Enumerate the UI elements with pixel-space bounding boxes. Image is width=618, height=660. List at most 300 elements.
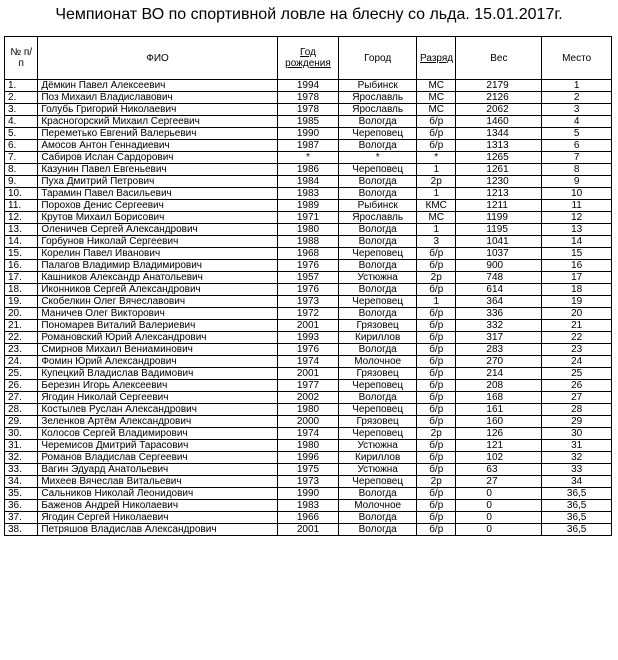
cell-rank[interactable]: б/р	[417, 452, 456, 464]
cell-weight[interactable]: 0	[456, 500, 542, 512]
cell-rank[interactable]: б/р	[417, 488, 456, 500]
cell-rank[interactable]: б/р	[417, 524, 456, 536]
cell-city[interactable]: Кириллов	[339, 332, 417, 344]
cell-rank[interactable]: б/р	[417, 368, 456, 380]
cell-weight[interactable]: 1261	[456, 164, 542, 176]
cell-city[interactable]: Устюжна	[339, 464, 417, 476]
cell-weight[interactable]: 317	[456, 332, 542, 344]
cell-place[interactable]: 34	[542, 476, 612, 488]
cell-year[interactable]: 1971	[277, 212, 339, 224]
cell-place[interactable]: 9	[542, 176, 612, 188]
cell-weight[interactable]: 614	[456, 284, 542, 296]
cell-name[interactable]: Корелин Павел Иванович	[38, 248, 277, 260]
cell-rank[interactable]: 2р	[417, 428, 456, 440]
cell-year[interactable]: 1989	[277, 200, 339, 212]
cell-num[interactable]: 31.	[5, 440, 38, 452]
cell-place[interactable]: 6	[542, 140, 612, 152]
cell-weight[interactable]: 1195	[456, 224, 542, 236]
cell-name[interactable]: Фомин Юрий Александрович	[38, 356, 277, 368]
table-row	[5, 428, 612, 440]
cell-year[interactable]: 1993	[277, 332, 339, 344]
cell-city[interactable]: Ярославль	[339, 212, 417, 224]
cell-year[interactable]: 1973	[277, 296, 339, 308]
cell-city[interactable]: Вологда	[339, 524, 417, 536]
cell-name[interactable]: Тарамин Павел Васильевич	[38, 188, 277, 200]
cell-num[interactable]: 30.	[5, 428, 38, 440]
table-row	[5, 440, 612, 452]
cell-place[interactable]: 1	[542, 80, 612, 92]
cell-city[interactable]: Грязовец	[339, 320, 417, 332]
cell-name[interactable]: Дёмкин Павел Алексеевич	[38, 80, 277, 92]
cell-weight[interactable]: 748	[456, 272, 542, 284]
cell-rank[interactable]: б/р	[417, 116, 456, 128]
cell-num[interactable]: 33.	[5, 464, 38, 476]
cell-city[interactable]: Вологда	[339, 140, 417, 152]
cell-place[interactable]: 5	[542, 128, 612, 140]
table-row	[5, 212, 612, 224]
cell-year[interactable]: 1986	[277, 164, 339, 176]
cell-num[interactable]: 16.	[5, 260, 38, 272]
cell-weight[interactable]: 283	[456, 344, 542, 356]
cell-city[interactable]: Вологда	[339, 392, 417, 404]
cell-place[interactable]: 14	[542, 236, 612, 248]
cell-rank[interactable]: б/р	[417, 284, 456, 296]
cell-year[interactable]: 1976	[277, 284, 339, 296]
cell-place[interactable]: 13	[542, 224, 612, 236]
table-row	[5, 260, 612, 272]
cell-rank[interactable]: б/р	[417, 380, 456, 392]
cell-weight[interactable]: 1265	[456, 152, 542, 164]
cell-place[interactable]: 10	[542, 188, 612, 200]
cell-weight[interactable]: 1213	[456, 188, 542, 200]
cell-place[interactable]: 19	[542, 296, 612, 308]
cell-year[interactable]: 1975	[277, 464, 339, 476]
table-row	[5, 308, 612, 320]
cell-year[interactable]: *	[277, 152, 339, 164]
cell-year[interactable]: 1983	[277, 500, 339, 512]
cell-weight[interactable]: 161	[456, 404, 542, 416]
table-row	[5, 380, 612, 392]
cell-city[interactable]: Череповец	[339, 476, 417, 488]
cell-place[interactable]: 24	[542, 356, 612, 368]
table-row	[5, 476, 612, 488]
cell-name[interactable]: Палагов Владимир Владимирович	[38, 260, 277, 272]
cell-rank[interactable]: б/р	[417, 140, 456, 152]
cell-city[interactable]: *	[339, 152, 417, 164]
cell-num[interactable]: 5.	[5, 128, 38, 140]
cell-name[interactable]: Амосов Антон Геннадиевич	[38, 140, 277, 152]
cell-year[interactable]: 2001	[277, 320, 339, 332]
cell-city[interactable]: Череповец	[339, 128, 417, 140]
header-year: Год рождения	[277, 37, 339, 80]
cell-place[interactable]: 30	[542, 428, 612, 440]
cell-name[interactable]: Голубь Григорий Николаевич	[38, 104, 277, 116]
cell-num[interactable]: 17.	[5, 272, 38, 284]
cell-num[interactable]: 18.	[5, 284, 38, 296]
cell-place[interactable]: 23	[542, 344, 612, 356]
table-row	[5, 512, 612, 524]
cell-year[interactable]: 1977	[277, 380, 339, 392]
header-place: Место	[542, 37, 612, 80]
cell-num[interactable]: 6.	[5, 140, 38, 152]
cell-city[interactable]: Грязовец	[339, 416, 417, 428]
cell-city[interactable]: Вологда	[339, 488, 417, 500]
cell-num[interactable]: 32.	[5, 452, 38, 464]
cell-num[interactable]: 9.	[5, 176, 38, 188]
cell-weight[interactable]: 332	[456, 320, 542, 332]
cell-city[interactable]: Вологда	[339, 188, 417, 200]
cell-num[interactable]: 15.	[5, 248, 38, 260]
cell-name[interactable]: Маничев Олег Викторович	[38, 308, 277, 320]
cell-year[interactable]: 1988	[277, 236, 339, 248]
cell-weight[interactable]: 1037	[456, 248, 542, 260]
cell-num[interactable]: 22.	[5, 332, 38, 344]
cell-num[interactable]: 7.	[5, 152, 38, 164]
cell-num[interactable]: 21.	[5, 320, 38, 332]
table-row	[5, 140, 612, 152]
cell-name[interactable]: Березин Игорь Алексеевич	[38, 380, 277, 392]
cell-place[interactable]: 36,5	[542, 488, 612, 500]
cell-city[interactable]: Устюжна	[339, 440, 417, 452]
header-rank: Разряд	[417, 37, 456, 80]
cell-rank[interactable]: б/р	[417, 404, 456, 416]
cell-weight[interactable]: 364	[456, 296, 542, 308]
cell-year[interactable]: 2002	[277, 392, 339, 404]
cell-place[interactable]: 31	[542, 440, 612, 452]
cell-place[interactable]: 32	[542, 452, 612, 464]
cell-city[interactable]: Череповец	[339, 428, 417, 440]
cell-year[interactable]: 1972	[277, 308, 339, 320]
cell-name[interactable]: Кашников Александр Анатольевич	[38, 272, 277, 284]
cell-name[interactable]: Михеев Вячеслав Витальевич	[38, 476, 277, 488]
cell-place[interactable]: 21	[542, 320, 612, 332]
cell-year[interactable]: 1994	[277, 80, 339, 92]
cell-city[interactable]: Вологда	[339, 176, 417, 188]
cell-name[interactable]: Колосов Сергей Владимирович	[38, 428, 277, 440]
cell-num[interactable]: 2.	[5, 92, 38, 104]
cell-rank[interactable]: б/р	[417, 392, 456, 404]
cell-name[interactable]: Ягодин Николай Сергеевич	[38, 392, 277, 404]
cell-city[interactable]: Вологда	[339, 308, 417, 320]
cell-weight[interactable]: 1313	[456, 140, 542, 152]
cell-place[interactable]: 22	[542, 332, 612, 344]
cell-year[interactable]: 2001	[277, 368, 339, 380]
table-row	[5, 272, 612, 284]
cell-year[interactable]: 1985	[277, 116, 339, 128]
cell-place[interactable]: 36,5	[542, 524, 612, 536]
table-header-row	[5, 37, 612, 80]
cell-rank[interactable]: б/р	[417, 464, 456, 476]
cell-weight[interactable]: 0	[456, 512, 542, 524]
cell-rank[interactable]: 1	[417, 296, 456, 308]
cell-name[interactable]: Черемисов Дмитрий Тарасович	[38, 440, 277, 452]
cell-rank[interactable]: б/р	[417, 320, 456, 332]
cell-rank[interactable]: 3	[417, 236, 456, 248]
cell-year[interactable]: 1980	[277, 404, 339, 416]
table-row	[5, 392, 612, 404]
header-name: ФИО	[38, 37, 277, 80]
cell-weight[interactable]: 1344	[456, 128, 542, 140]
cell-rank[interactable]: б/р	[417, 332, 456, 344]
cell-weight[interactable]: 121	[456, 440, 542, 452]
table-row	[5, 368, 612, 380]
header-weight: Вес	[456, 37, 542, 80]
cell-name[interactable]: Оленичев Сергей Александрович	[38, 224, 277, 236]
cell-year[interactable]: 1978	[277, 104, 339, 116]
cell-year[interactable]: 1974	[277, 356, 339, 368]
cell-rank[interactable]: б/р	[417, 500, 456, 512]
cell-rank[interactable]: 2р	[417, 272, 456, 284]
cell-city[interactable]: Молочное	[339, 356, 417, 368]
cell-weight[interactable]: 160	[456, 416, 542, 428]
cell-year[interactable]: 1976	[277, 344, 339, 356]
cell-name[interactable]: Поз Михаил Владиславович	[38, 92, 277, 104]
cell-name[interactable]: Горбунов Николай Сергеевич	[38, 236, 277, 248]
cell-year[interactable]: 1966	[277, 512, 339, 524]
cell-num[interactable]: 35.	[5, 488, 38, 500]
cell-weight[interactable]: 2062	[456, 104, 542, 116]
cell-place[interactable]: 27	[542, 392, 612, 404]
cell-year[interactable]: 1987	[277, 140, 339, 152]
cell-rank[interactable]: КМС	[417, 200, 456, 212]
cell-weight[interactable]: 126	[456, 428, 542, 440]
cell-city[interactable]: Череповец	[339, 248, 417, 260]
cell-rank[interactable]: 2р	[417, 476, 456, 488]
table-row	[5, 464, 612, 476]
cell-weight[interactable]: 208	[456, 380, 542, 392]
cell-num[interactable]: 14.	[5, 236, 38, 248]
cell-rank[interactable]: б/р	[417, 356, 456, 368]
cell-name[interactable]: Переметько Евгений Валерьевич	[38, 128, 277, 140]
cell-year[interactable]: 1957	[277, 272, 339, 284]
cell-weight[interactable]: 214	[456, 368, 542, 380]
cell-city[interactable]: Молочное	[339, 500, 417, 512]
cell-rank[interactable]: *	[417, 152, 456, 164]
cell-num[interactable]: 38.	[5, 524, 38, 536]
cell-city[interactable]: Устюжна	[339, 272, 417, 284]
cell-city[interactable]: Вологда	[339, 236, 417, 248]
cell-name[interactable]: Костылев Руслан Александрович	[38, 404, 277, 416]
cell-num[interactable]: 8.	[5, 164, 38, 176]
cell-weight[interactable]: 336	[456, 308, 542, 320]
cell-city[interactable]: Череповец	[339, 296, 417, 308]
table-row	[5, 416, 612, 428]
cell-weight[interactable]: 27	[456, 476, 542, 488]
cell-place[interactable]: 25	[542, 368, 612, 380]
cell-name[interactable]: Вагин Эдуард Анатольевич	[38, 464, 277, 476]
cell-year[interactable]: 1983	[277, 188, 339, 200]
table-row	[5, 236, 612, 248]
cell-year[interactable]: 2001	[277, 524, 339, 536]
cell-rank[interactable]: МС	[417, 80, 456, 92]
cell-weight[interactable]: 270	[456, 356, 542, 368]
cell-rank[interactable]: 1	[417, 164, 456, 176]
cell-weight[interactable]: 1211	[456, 200, 542, 212]
cell-num[interactable]: 27.	[5, 392, 38, 404]
cell-weight[interactable]: 63	[456, 464, 542, 476]
cell-place[interactable]: 33	[542, 464, 612, 476]
cell-rank[interactable]: б/р	[417, 440, 456, 452]
cell-num[interactable]: 4.	[5, 116, 38, 128]
cell-year[interactable]: 1974	[277, 428, 339, 440]
cell-num[interactable]: 1.	[5, 80, 38, 92]
cell-place[interactable]: 15	[542, 248, 612, 260]
cell-num[interactable]: 24.	[5, 356, 38, 368]
cell-num[interactable]: 37.	[5, 512, 38, 524]
cell-rank[interactable]: б/р	[417, 512, 456, 524]
cell-weight[interactable]: 1199	[456, 212, 542, 224]
cell-city[interactable]: Череповец	[339, 164, 417, 176]
cell-name[interactable]: Смирнов Михаил Вениаминович	[38, 344, 277, 356]
cell-num[interactable]: 11.	[5, 200, 38, 212]
cell-rank[interactable]: 1	[417, 224, 456, 236]
cell-weight[interactable]: 168	[456, 392, 542, 404]
cell-place[interactable]: 16	[542, 260, 612, 272]
cell-year[interactable]: 1978	[277, 92, 339, 104]
cell-place[interactable]: 4	[542, 116, 612, 128]
cell-year[interactable]: 1968	[277, 248, 339, 260]
cell-place[interactable]: 7	[542, 152, 612, 164]
cell-place[interactable]: 36,5	[542, 512, 612, 524]
cell-city[interactable]: Череповец	[339, 380, 417, 392]
cell-year[interactable]: 2000	[277, 416, 339, 428]
cell-year[interactable]: 1980	[277, 440, 339, 452]
cell-name[interactable]: Романов Владислав Сергеевич	[38, 452, 277, 464]
cell-rank[interactable]: б/р	[417, 128, 456, 140]
cell-city[interactable]: Ярославль	[339, 104, 417, 116]
cell-year[interactable]: 1973	[277, 476, 339, 488]
cell-name[interactable]: Крутов Михаил Борисович	[38, 212, 277, 224]
cell-place[interactable]: 12	[542, 212, 612, 224]
cell-name[interactable]: Петряшов Владислав Александрович	[38, 524, 277, 536]
cell-city[interactable]: Вологда	[339, 344, 417, 356]
cell-place[interactable]: 3	[542, 104, 612, 116]
table-row	[5, 152, 612, 164]
table-row	[5, 320, 612, 332]
cell-rank[interactable]: б/р	[417, 248, 456, 260]
cell-rank[interactable]: б/р	[417, 260, 456, 272]
table-row	[5, 128, 612, 140]
cell-place[interactable]: 29	[542, 416, 612, 428]
cell-weight[interactable]: 1460	[456, 116, 542, 128]
cell-num[interactable]: 19.	[5, 296, 38, 308]
cell-rank[interactable]: МС	[417, 92, 456, 104]
table-row	[5, 524, 612, 536]
cell-city[interactable]: Кириллов	[339, 452, 417, 464]
cell-num[interactable]: 34.	[5, 476, 38, 488]
cell-year[interactable]: 1976	[277, 260, 339, 272]
cell-weight[interactable]: 102	[456, 452, 542, 464]
cell-name[interactable]: Казунин Павел Евгеньевич	[38, 164, 277, 176]
cell-num[interactable]: 20.	[5, 308, 38, 320]
cell-weight[interactable]: 900	[456, 260, 542, 272]
table-row	[5, 452, 612, 464]
table-row	[5, 188, 612, 200]
cell-city[interactable]: Череповец	[339, 404, 417, 416]
cell-place[interactable]: 2	[542, 92, 612, 104]
cell-year[interactable]: 1990	[277, 128, 339, 140]
cell-num[interactable]: 13.	[5, 224, 38, 236]
cell-city[interactable]: Вологда	[339, 512, 417, 524]
header-city: Город	[339, 37, 417, 80]
cell-rank[interactable]: МС	[417, 104, 456, 116]
table-row	[5, 284, 612, 296]
cell-rank[interactable]: б/р	[417, 308, 456, 320]
cell-name[interactable]: Пономарев Виталий Валериевич	[38, 320, 277, 332]
cell-year[interactable]: 1990	[277, 488, 339, 500]
cell-num[interactable]: 29.	[5, 416, 38, 428]
cell-name[interactable]: Пуха Дмитрий Петрович	[38, 176, 277, 188]
cell-name[interactable]: Купецкий Владислав Вадимович	[38, 368, 277, 380]
table-row	[5, 296, 612, 308]
cell-name[interactable]: Порохов Денис Сергеевич	[38, 200, 277, 212]
cell-rank[interactable]: б/р	[417, 344, 456, 356]
cell-name[interactable]: Сабиров Ислан Сардорович	[38, 152, 277, 164]
cell-year[interactable]: 1980	[277, 224, 339, 236]
cell-city[interactable]: Вологда	[339, 224, 417, 236]
cell-name[interactable]: Красногорский Михаил Сергеевич	[38, 116, 277, 128]
cell-city[interactable]: Рыбинск	[339, 200, 417, 212]
cell-year[interactable]: 1984	[277, 176, 339, 188]
cell-year[interactable]: 1996	[277, 452, 339, 464]
cell-name[interactable]: Зеленков Артём Александрович	[38, 416, 277, 428]
cell-place[interactable]: 26	[542, 380, 612, 392]
cell-num[interactable]: 36.	[5, 500, 38, 512]
cell-place[interactable]: 11	[542, 200, 612, 212]
cell-place[interactable]: 36,5	[542, 500, 612, 512]
cell-weight[interactable]: 1041	[456, 236, 542, 248]
table-row	[5, 92, 612, 104]
cell-place[interactable]: 18	[542, 284, 612, 296]
cell-city[interactable]: Ярославль	[339, 92, 417, 104]
cell-name[interactable]: Сальников Николай Леонидович	[38, 488, 277, 500]
cell-city[interactable]: Вологда	[339, 284, 417, 296]
cell-city[interactable]: Вологда	[339, 260, 417, 272]
cell-city[interactable]: Рыбинск	[339, 80, 417, 92]
cell-num[interactable]: 23.	[5, 344, 38, 356]
cell-num[interactable]: 10.	[5, 188, 38, 200]
cell-num[interactable]: 25.	[5, 368, 38, 380]
cell-name[interactable]: Ягодин Сергей Николаевич	[38, 512, 277, 524]
table-row	[5, 332, 612, 344]
cell-rank[interactable]: 2р	[417, 176, 456, 188]
cell-place[interactable]: 8	[542, 164, 612, 176]
cell-weight[interactable]: 2179	[456, 80, 542, 92]
cell-place[interactable]: 28	[542, 404, 612, 416]
cell-weight[interactable]: 2126	[456, 92, 542, 104]
cell-num[interactable]: 12.	[5, 212, 38, 224]
table-row	[5, 80, 612, 92]
cell-city[interactable]: Грязовец	[339, 368, 417, 380]
cell-num[interactable]: 28.	[5, 404, 38, 416]
cell-name[interactable]: Скобелкин Олег Вячеславович	[38, 296, 277, 308]
cell-weight[interactable]: 0	[456, 524, 542, 536]
cell-rank[interactable]: 1	[417, 188, 456, 200]
cell-rank[interactable]: б/р	[417, 416, 456, 428]
cell-place[interactable]: 17	[542, 272, 612, 284]
cell-name[interactable]: Иконников Сергей Александрович	[38, 284, 277, 296]
cell-place[interactable]: 20	[542, 308, 612, 320]
cell-num[interactable]: 26.	[5, 380, 38, 392]
cell-name[interactable]: Баженов Андрей Николаевич	[38, 500, 277, 512]
cell-weight[interactable]: 0	[456, 488, 542, 500]
cell-rank[interactable]: МС	[417, 212, 456, 224]
cell-weight[interactable]: 1230	[456, 176, 542, 188]
cell-num[interactable]: 3.	[5, 104, 38, 116]
cell-name[interactable]: Романовский Юрий Александрович	[38, 332, 277, 344]
table-row	[5, 164, 612, 176]
cell-city[interactable]: Вологда	[339, 116, 417, 128]
